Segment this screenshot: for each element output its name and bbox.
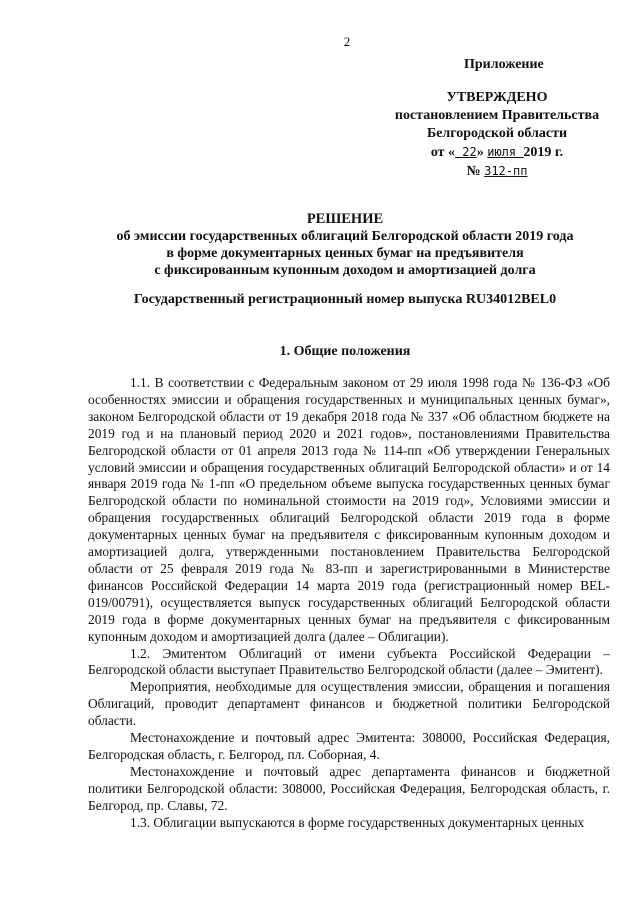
- paragraph-1-1: 1.1. В соответствии с Федеральным законом от 29 июля 1998 года № 136-ФЗ «Об особенностях эмиссии и обращения государственных и муниципальных ценных бумаг», законом Белгородской области от 19 декабря 2018 года № 337 «Об областном бюджете на 2019 год и на плановый период 2020 и 2021 годов», постановлениями Правительства Белгородской области от 01 апреля 2013 года № 114-пп «Об утверждении Генеральных условий эмиссии и обращения государственных облигаций Белгородской области» и от 14 января 2019 года № 1-пп «О предельном объеме выпуска государственных ценных бумаг Белгородской области по номинальной стоимости на 2019 год», Условиями эмиссии и обращения государственных облигаций Белгородской области 2019 года в форме документарных ценных бумаг на предъявителя с фиксированным купонным доходом и амортизацией долга, утвержденными постановлением Правительства Белгородской области от 25 февраля 2019 года № 83-пп и зарегистрированными в Министерстве финансов Российской Федерации 14 марта 2019 года (регистрационный номер BEL-019/00791), осуществляется выпуск государственных облигаций Белгородской области 2019 года в форме документарных ценных бумаг на предъявителя с фиксированным купонным доходом и амортизацией долга (далее – Облигации).: [88, 375, 610, 644]
- registration-number: Государственный регистрационный номер выпуска RU34012BEL0: [133, 292, 557, 307]
- paragraph-1-2: 1.2. Эмитентом Облигаций от имени субъекта Российской Федерации – Белгородской области выступает Правительство Белгородской области (далее – Эмитент).: [88, 645, 610, 678]
- scan-top-mark: [262, 0, 374, 2]
- date-prefix: от «: [430, 145, 456, 160]
- title-main: РЕШЕНИЕ: [306, 211, 384, 227]
- approval-date: [392, 143, 602, 162]
- number-prefix: №: [466, 164, 485, 179]
- date-year: 2019 г.: [523, 145, 564, 160]
- approval-line-1: постановлением Правительства: [394, 108, 600, 123]
- date-day: 22: [455, 145, 477, 159]
- decision-title: [60, 211, 630, 279]
- paragraph-issuer-address: Местонахождение и почтовый адрес Эмитента: 308000, Российская Федерация, Белгородская область, г. Белгород, пл. Соборная, 4.: [88, 730, 610, 762]
- body-text: [88, 375, 610, 831]
- approval-block: [392, 89, 602, 181]
- page-number: 2: [343, 34, 351, 49]
- paragraph-activities: Мероприятия, необходимые для осуществления эмиссии, обращения и погашения Облигаций, проводит департамент финансов и бюджетной политики Белгородской области.: [88, 679, 610, 729]
- title-line-3: с фиксированным купонным доходом и амортизацией долга: [154, 263, 536, 278]
- approval-line-2: Белгородской области: [426, 126, 568, 141]
- approval-number: [392, 162, 602, 181]
- title-line-1: об эмиссии государственных облигаций Белгородской области 2019 года: [116, 229, 574, 244]
- section-heading: 1. Общие положения: [279, 344, 411, 359]
- appendix-label: Приложение: [464, 57, 544, 72]
- date-month: июля: [487, 145, 524, 159]
- date-mid: »: [476, 145, 488, 160]
- paragraph-department-address: Местонахождение и почтовый адрес департамента финансов и бюджетной политики Белгородской области: 308000, Российская Федерация, Белгородская область, г. Белгород, пр. Славы, 72.: [88, 763, 610, 813]
- paragraph-1-3: 1.3. Облигации выпускаются в форме государственных документарных ценных: [130, 814, 585, 830]
- approval-heading: УТВЕРЖДЕНО: [446, 90, 548, 105]
- title-line-2: в форме документарных ценных бумаг на предъявителя: [166, 246, 524, 261]
- number-value: 312-пп: [484, 164, 528, 178]
